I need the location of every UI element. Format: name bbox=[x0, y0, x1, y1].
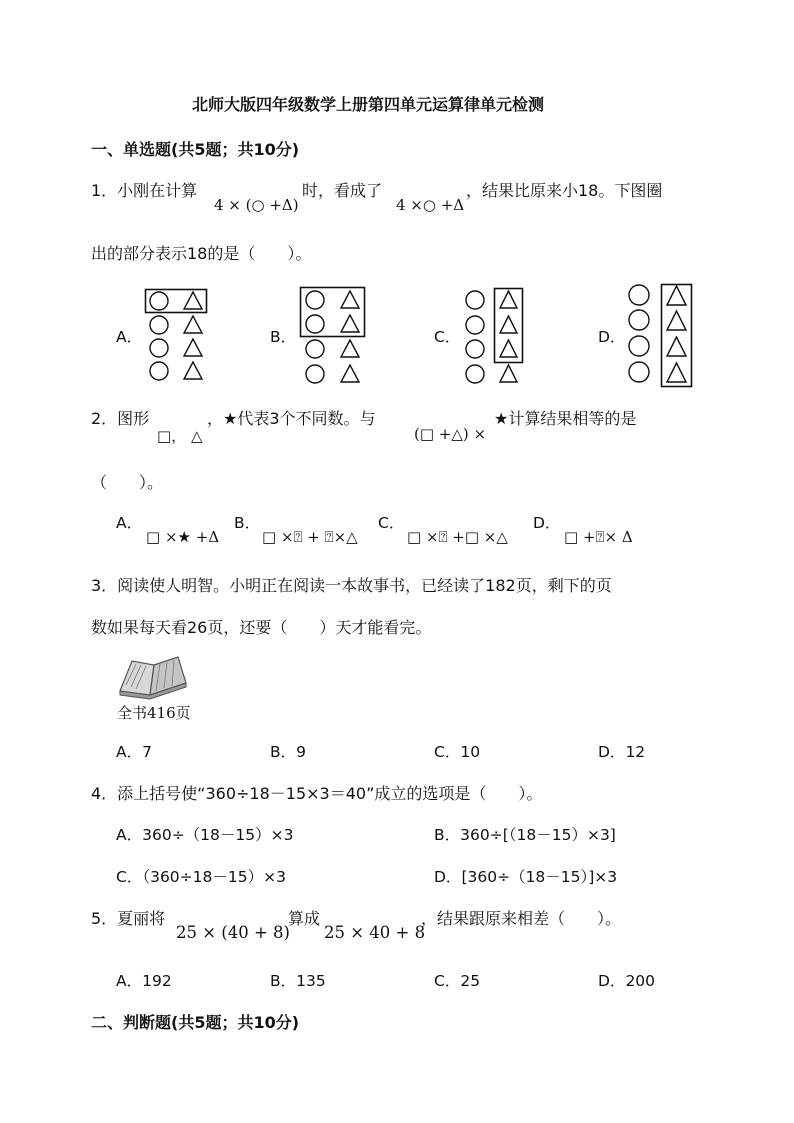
q4-option-d-label: D． bbox=[434, 868, 462, 886]
q3-option-a-label: A． bbox=[116, 743, 143, 761]
q3-option-a[interactable] bbox=[116, 740, 152, 762]
q1-option-b-figure bbox=[296, 286, 370, 386]
q3-text-line2: 数如果每天看26页，还要（ ）天才能看完。 bbox=[91, 618, 432, 637]
triangle-icon bbox=[341, 340, 359, 357]
q5-option-c[interactable] bbox=[434, 969, 480, 991]
section-heading-true-false: 二、判断题(共5题；共10分) bbox=[91, 1013, 300, 1032]
triangle-icon bbox=[500, 340, 517, 357]
triangle-icon bbox=[341, 365, 359, 382]
q1-option-c-figure bbox=[460, 287, 530, 387]
circle-icon bbox=[629, 310, 649, 330]
q5-option-a-text: 192 bbox=[142, 972, 172, 990]
circle-icon bbox=[629, 336, 649, 356]
q5-option-c-text: 25 bbox=[460, 972, 481, 990]
circle-icon bbox=[150, 362, 168, 380]
triangle-icon bbox=[184, 362, 202, 379]
q2-option-c-expr[interactable]: □ ×⍰ +□ ×△ bbox=[407, 528, 508, 546]
q1-option-a-label[interactable]: A． bbox=[116, 328, 143, 346]
q3-text-line1: 3．阅读使人明智。小明正在阅读一本故事书，已经读了182页，剩下的页 bbox=[91, 576, 612, 595]
q1-option-d-label[interactable]: D． bbox=[598, 328, 626, 346]
q5-text-part3: ，结果跟原来相差（ ）。 bbox=[421, 909, 622, 928]
q2-option-d-expr[interactable]: □ +⍰× Δ bbox=[564, 528, 633, 546]
book-icon bbox=[116, 655, 190, 701]
circle-icon bbox=[306, 315, 324, 333]
circle-icon bbox=[466, 291, 484, 309]
q5-option-a[interactable] bbox=[116, 969, 172, 991]
triangle-icon bbox=[184, 339, 202, 356]
q5-text-part2: 算成 bbox=[288, 909, 321, 928]
q4-text-line1: 4．添上括号使“360÷18－15×3＝40”成立的选项是（ ）。 bbox=[91, 784, 543, 803]
q3-option-b[interactable] bbox=[270, 740, 306, 762]
triangle-icon bbox=[667, 337, 686, 356]
circle-icon bbox=[466, 365, 484, 383]
q2-text-part1: 2．图形 bbox=[91, 409, 150, 428]
q3-option-b-label: B． bbox=[270, 743, 297, 761]
circle-icon bbox=[150, 292, 168, 310]
q5-math-original: 25 × (40 + 8) bbox=[176, 923, 290, 942]
q1-text-part3: ，结果比原来小18。下图圈 bbox=[466, 181, 663, 200]
q4-option-a-label: A． bbox=[116, 826, 143, 844]
circle-icon bbox=[306, 291, 324, 309]
q1-option-a-figure bbox=[140, 284, 212, 384]
q4-option-c[interactable] bbox=[116, 865, 286, 887]
q1-text-part1: 1．小刚在计算 bbox=[91, 181, 198, 200]
q4-option-d-text: [360÷（18－15）]×3 bbox=[461, 868, 618, 886]
q2-text-part3: ★计算结果相等的是 bbox=[494, 409, 637, 428]
circle-icon bbox=[629, 285, 649, 305]
q3-option-b-text: 9 bbox=[296, 743, 307, 761]
triangle-icon bbox=[667, 363, 686, 382]
q3-option-d-label: D． bbox=[598, 743, 626, 761]
q3-option-c[interactable] bbox=[434, 740, 480, 762]
q4-option-b-text: 360÷[（18－15）×3] bbox=[460, 826, 616, 844]
q1-math-original: 4 × (○ +Δ) bbox=[214, 196, 299, 214]
triangle-icon bbox=[341, 315, 359, 332]
circle-icon bbox=[466, 340, 484, 358]
triangle-icon bbox=[667, 286, 686, 305]
highlight-box bbox=[495, 289, 523, 363]
q5-option-d-label: D． bbox=[598, 972, 626, 990]
q3-option-d-text: 12 bbox=[625, 743, 646, 761]
book-caption: 全书416页 bbox=[117, 704, 191, 722]
q2-option-a-expr[interactable]: □ ×★ +Δ bbox=[146, 528, 220, 546]
q1-text-line2: 出的部分表示18的是（ ）。 bbox=[91, 244, 312, 263]
highlight-box bbox=[301, 288, 365, 337]
q1-option-c-label[interactable]: C． bbox=[434, 328, 461, 346]
circle-icon bbox=[150, 339, 168, 357]
triangle-icon bbox=[341, 291, 359, 308]
q1-text-part2: 时，看成了 bbox=[302, 181, 383, 200]
q5-option-a-label: A． bbox=[116, 972, 143, 990]
section-heading-single-choice: 一、单选题(共5题；共10分) bbox=[91, 140, 300, 159]
circle-icon bbox=[150, 316, 168, 334]
q2-option-c-label[interactable]: C． bbox=[378, 514, 405, 532]
q1-option-d-figure bbox=[624, 283, 696, 389]
triangle-icon bbox=[184, 316, 202, 333]
q5-option-b-text: 135 bbox=[296, 972, 326, 990]
q2-option-b-label[interactable]: B． bbox=[234, 514, 261, 532]
q5-math-mistaken: 25 × 40 + 8 bbox=[324, 923, 426, 942]
q5-option-c-label: C． bbox=[434, 972, 461, 990]
q5-option-d[interactable] bbox=[598, 969, 655, 991]
q5-option-d-text: 200 bbox=[625, 972, 656, 990]
q2-text-line2: （ ）。 bbox=[91, 473, 164, 492]
q3-option-c-text: 10 bbox=[460, 743, 481, 761]
triangle-icon bbox=[500, 291, 517, 308]
q4-option-b-label: B． bbox=[434, 826, 461, 844]
q2-option-a-label[interactable]: A． bbox=[116, 514, 143, 532]
circle-icon bbox=[306, 365, 324, 383]
q3-option-a-text: 7 bbox=[142, 743, 152, 761]
q5-option-b[interactable] bbox=[270, 969, 326, 991]
q3-option-c-label: C． bbox=[434, 743, 461, 761]
q2-option-b-expr[interactable]: □ ×⍰ + ⍰×△ bbox=[262, 528, 358, 546]
circle-icon bbox=[629, 362, 649, 382]
q5-option-b-label: B． bbox=[270, 972, 297, 990]
q4-option-a[interactable] bbox=[116, 823, 293, 845]
q4-option-c-label: C． bbox=[116, 868, 143, 886]
triangle-icon bbox=[184, 292, 202, 309]
q4-option-a-text: 360÷（18－15）×3 bbox=[142, 826, 294, 844]
q4-option-b[interactable] bbox=[434, 823, 616, 845]
triangle-icon bbox=[667, 311, 686, 330]
q4-option-c-text: （360÷18－15）×3 bbox=[142, 868, 286, 886]
q1-math-mistaken: 4 ×○ +Δ bbox=[396, 196, 465, 214]
circle-icon bbox=[306, 340, 324, 358]
q5-text-part1: 5．夏丽将 bbox=[91, 909, 166, 928]
q2-math-expression: (□ +△) × bbox=[414, 425, 487, 443]
q3-option-d[interactable] bbox=[598, 740, 645, 762]
triangle-icon bbox=[500, 316, 517, 333]
q2-math-shapes: □， △ bbox=[157, 427, 203, 445]
circle-icon bbox=[466, 316, 484, 334]
triangle-icon bbox=[500, 365, 517, 382]
q1-option-b-label[interactable]: B． bbox=[270, 328, 297, 346]
q2-text-part2: ，★代表3个不同数。与 bbox=[207, 409, 376, 428]
q2-option-d-label[interactable]: D． bbox=[533, 514, 561, 532]
page-title: 北师大版四年级数学上册第四单元运算律单元检测 bbox=[192, 95, 545, 114]
q4-option-d[interactable] bbox=[434, 865, 617, 887]
